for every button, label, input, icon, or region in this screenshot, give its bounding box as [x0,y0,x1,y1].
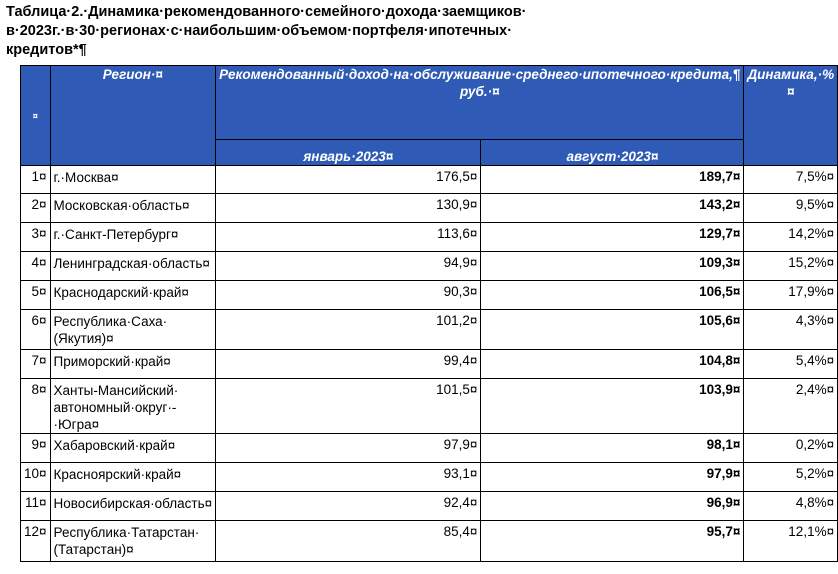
region-cell: Приморский·край¤ [50,350,216,379]
aug-value-cell: 96,9¤ [481,492,744,521]
region-cell: Ленинградская·область¤ [50,252,216,281]
table-row [21,281,838,310]
jan-2023-header: январь·2023¤ [216,140,481,166]
aug-value-cell: 95,7¤ [481,521,744,562]
table-row [21,166,838,194]
aug-value-cell: 103,9¤ [481,379,744,434]
jan-value-cell: 101,2¤ [216,310,481,350]
dynamics-cell: 4,8%¤ [744,492,838,521]
aug-value-cell: 129,7¤ [481,223,744,252]
table-row [21,252,838,281]
row-number-cell: 3¤ [21,223,51,252]
jan-value-cell: 92,4¤ [216,492,481,521]
dynamics-cell: 9,5%¤ [744,194,838,223]
dynamics-cell: 7,5%¤ [744,166,838,194]
region-cell: Красноярский·край¤ [50,463,216,492]
table-row [21,223,838,252]
row-number-cell: 5¤ [21,281,51,310]
aug-value-cell: 109,3¤ [481,252,744,281]
income-header: Рекомендованный·доход·на·обслуживание·среднего·ипотечного·кредита,¶ руб.·¤ [216,66,744,140]
dynamics-header: Динамика,·%¤ [744,66,838,166]
region-cell: Краснодарский·край¤ [50,281,216,310]
aug-value-cell: 97,9¤ [481,463,744,492]
row-number-cell: 9¤ [21,434,51,463]
row-number-cell: 11¤ [21,492,51,521]
table-row [21,434,838,463]
aug-value-cell: 105,6¤ [481,310,744,350]
dynamics-cell: 15,2%¤ [744,252,838,281]
aug-value-cell: 98,1¤ [481,434,744,463]
dynamics-cell: 5,4%¤ [744,350,838,379]
jan-value-cell: 130,9¤ [216,194,481,223]
aug-value-cell: 143,2¤ [481,194,744,223]
dynamics-cell: 17,9%¤ [744,281,838,310]
region-cell: Московская·область¤ [50,194,216,223]
income-table [20,65,838,562]
row-number-cell: 4¤ [21,252,51,281]
aug-value-cell: 104,8¤ [481,350,744,379]
region-cell: г.·Санкт-Петербург¤ [50,223,216,252]
table-caption: Таблица·2.·Динамика·рекомендованного·семейного·дохода·заемщиков· в·2023г.·в·30·регионах·с·наибольшим·объемом·портфеля·ипотечных· кредитов*¶ [6,4,527,58]
region-cell: Республика·Татарстан· (Татарстан)¤ [50,521,216,562]
table-row [21,463,838,492]
row-number-cell: 7¤ [21,350,51,379]
jan-value-cell: 94,9¤ [216,252,481,281]
row-number-cell: 10¤ [21,463,51,492]
table-row [21,492,838,521]
jan-value-cell: 85,4¤ [216,521,481,562]
jan-value-cell: 90,3¤ [216,281,481,310]
aug-value-cell: 189,7¤ [481,166,744,194]
dynamics-cell: 5,2%¤ [744,463,838,492]
corner-header-cell: ¤ [21,66,51,166]
region-cell: Республика·Саха· (Якутия)¤ [50,310,216,350]
dynamics-cell: 0,2%¤ [744,434,838,463]
row-number-cell: 2¤ [21,194,51,223]
region-cell: Ханты-Мансийский· автономный·округ·-·Югра¤ [50,379,216,434]
row-number-cell: 12¤ [21,521,51,562]
region-cell: Новосибирская·область¤ [50,492,216,521]
jan-value-cell: 101,5¤ [216,379,481,434]
jan-value-cell: 97,9¤ [216,434,481,463]
region-cell: г.·Москва¤ [50,166,216,194]
aug-value-cell: 106,5¤ [481,281,744,310]
dynamics-cell: 12,1%¤ [744,521,838,562]
dynamics-cell: 14,2%¤ [744,223,838,252]
table-row [21,379,838,434]
table-row [21,194,838,223]
row-number-cell: 8¤ [21,379,51,434]
row-number-cell: 6¤ [21,310,51,350]
aug-2023-header: август·2023¤ [481,140,744,166]
dynamics-cell: 2,4%¤ [744,379,838,434]
table-row [21,521,838,562]
dynamics-cell: 4,3%¤ [744,310,838,350]
jan-value-cell: 93,1¤ [216,463,481,492]
region-cell: Хабаровский·край¤ [50,434,216,463]
jan-value-cell: 113,6¤ [216,223,481,252]
row-number-cell: 1¤ [21,166,51,194]
table-row [21,310,838,350]
region-header: Регион·¤ [50,66,216,166]
table-row [21,350,838,379]
jan-value-cell: 99,4¤ [216,350,481,379]
jan-value-cell: 176,5¤ [216,166,481,194]
